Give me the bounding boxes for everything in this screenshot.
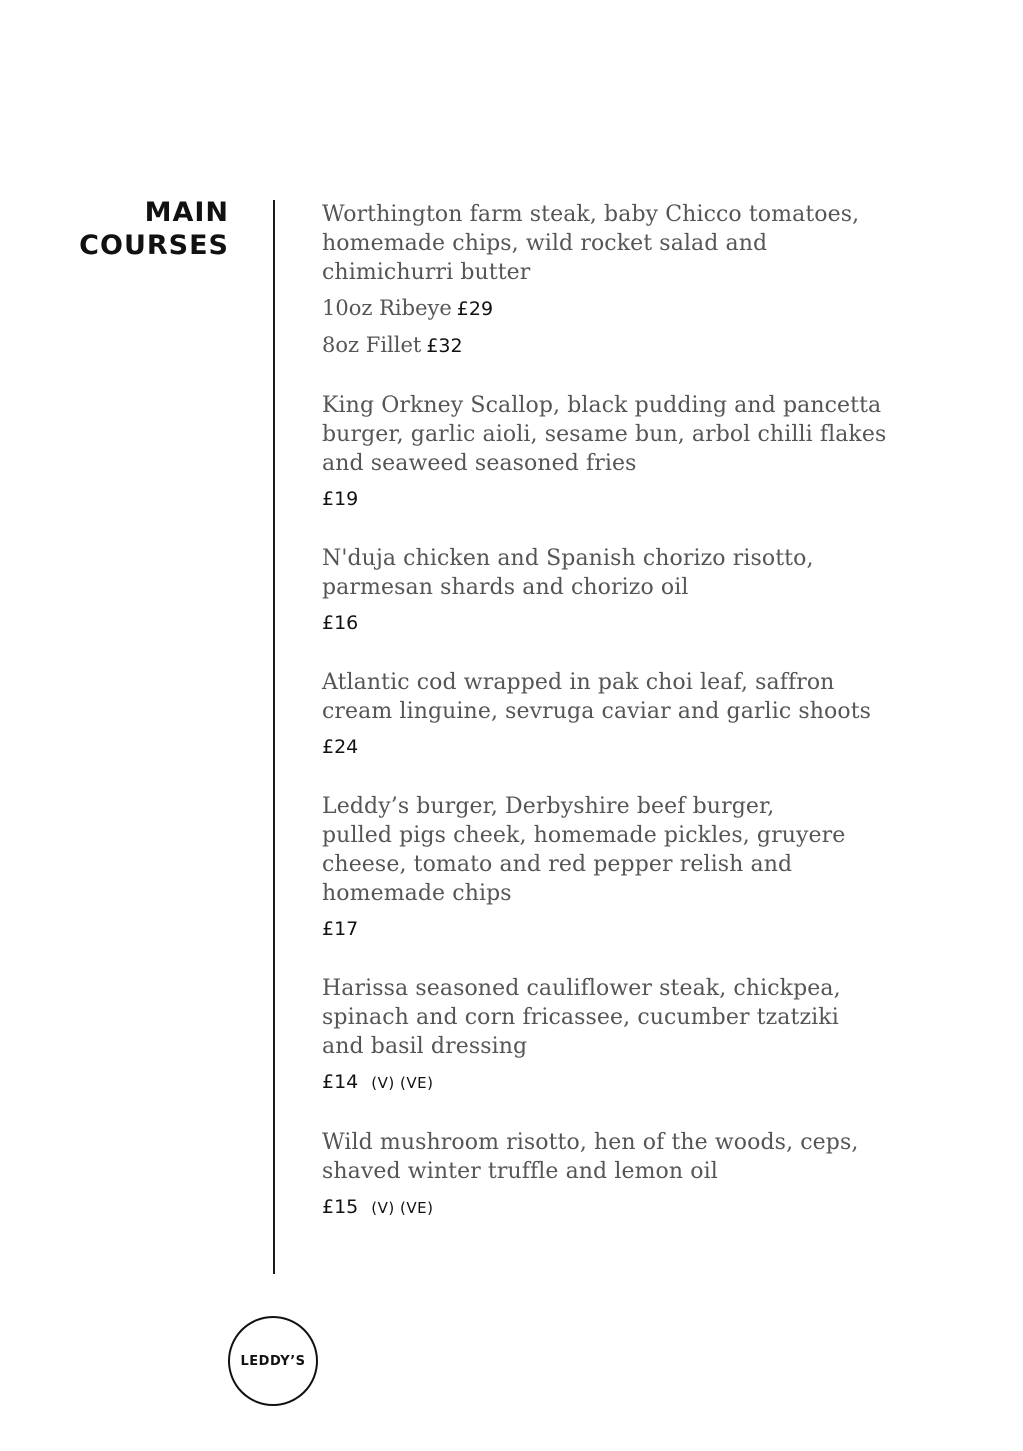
item-description bbox=[322, 668, 972, 726]
cut-label: 10oz Ribeye bbox=[322, 296, 452, 320]
description-line: pulled pigs cheek, homemade pickles, gruyere bbox=[322, 823, 846, 848]
vertical-divider bbox=[273, 200, 275, 1274]
item-price: £17 bbox=[322, 918, 359, 940]
item-price: £24 bbox=[322, 736, 359, 758]
description-line: Wild mushroom risotto, hen of the woods, ceps, bbox=[322, 1130, 859, 1155]
description-line: chimichurri butter bbox=[322, 260, 531, 285]
description-line: cream linguine, sevruga caviar and garlic shoots bbox=[322, 699, 872, 724]
description-line: shaved winter truffle and lemon oil bbox=[322, 1159, 718, 1184]
menu-item-steak bbox=[322, 200, 972, 362]
menu-list bbox=[322, 200, 972, 1253]
logo-text: LEDDY’S bbox=[240, 1353, 306, 1369]
description-line: Leddy’s burger, Derbyshire beef burger, bbox=[322, 794, 775, 819]
leddys-logo bbox=[228, 1316, 318, 1406]
price-row bbox=[322, 329, 972, 362]
menu-item-cauliflower-steak bbox=[322, 974, 972, 1099]
description-line: and seaweed seasoned fries bbox=[322, 451, 637, 476]
menu-item-scallop-burger bbox=[322, 391, 972, 515]
heading-line-2: COURSES bbox=[79, 230, 229, 261]
price-row bbox=[322, 913, 972, 945]
description-line: Atlantic cod wrapped in pak choi leaf, saffron bbox=[322, 670, 835, 695]
description-line: homemade chips, wild rocket salad and bbox=[322, 231, 768, 256]
price-row bbox=[322, 1191, 972, 1224]
item-price: £32 bbox=[426, 335, 463, 357]
description-line: and basil dressing bbox=[322, 1034, 528, 1059]
item-price: £14 bbox=[322, 1071, 359, 1093]
price-row bbox=[322, 483, 972, 515]
section-heading bbox=[79, 196, 229, 262]
price-row bbox=[322, 731, 972, 763]
item-price: £29 bbox=[456, 298, 494, 320]
description-line: homemade chips bbox=[322, 881, 512, 906]
description-line: cheese, tomato and red pepper relish and bbox=[322, 852, 793, 877]
price-row bbox=[322, 292, 972, 325]
description-line: Harissa seasoned cauliflower steak, chickpea, bbox=[322, 976, 841, 1001]
price-row bbox=[322, 607, 972, 639]
description-line: parmesan shards and chorizo oil bbox=[322, 575, 689, 600]
dietary-tags: (V) (VE) bbox=[371, 1199, 434, 1217]
description-line: N'duja chicken and Spanish chorizo risotto, bbox=[322, 546, 814, 571]
item-description bbox=[322, 200, 972, 287]
menu-item-chorizo-risotto bbox=[322, 544, 972, 639]
item-price: £19 bbox=[322, 488, 359, 510]
item-description bbox=[322, 792, 972, 908]
description-line: burger, garlic aioli, sesame bun, arbol chilli flakes bbox=[322, 422, 887, 447]
description-line: Worthington farm steak, baby Chicco tomatoes, bbox=[322, 202, 860, 227]
item-price: £15 bbox=[322, 1196, 359, 1218]
item-description bbox=[322, 544, 972, 602]
item-description bbox=[322, 1128, 972, 1186]
menu-item-mushroom-risotto bbox=[322, 1128, 972, 1224]
description-line: King Orkney Scallop, black pudding and pancetta bbox=[322, 393, 882, 418]
dietary-tags: (V) (VE) bbox=[371, 1074, 434, 1092]
heading-line-1: MAIN bbox=[144, 197, 229, 228]
menu-item-leddys-burger bbox=[322, 792, 972, 945]
price-row bbox=[322, 1066, 972, 1099]
item-price: £16 bbox=[322, 612, 359, 634]
item-description bbox=[322, 391, 972, 478]
cut-label: 8oz Fillet bbox=[322, 333, 422, 357]
menu-item-atlantic-cod bbox=[322, 668, 972, 763]
description-line: spinach and corn fricassee, cucumber tzatziki bbox=[322, 1005, 839, 1030]
item-description bbox=[322, 974, 972, 1061]
